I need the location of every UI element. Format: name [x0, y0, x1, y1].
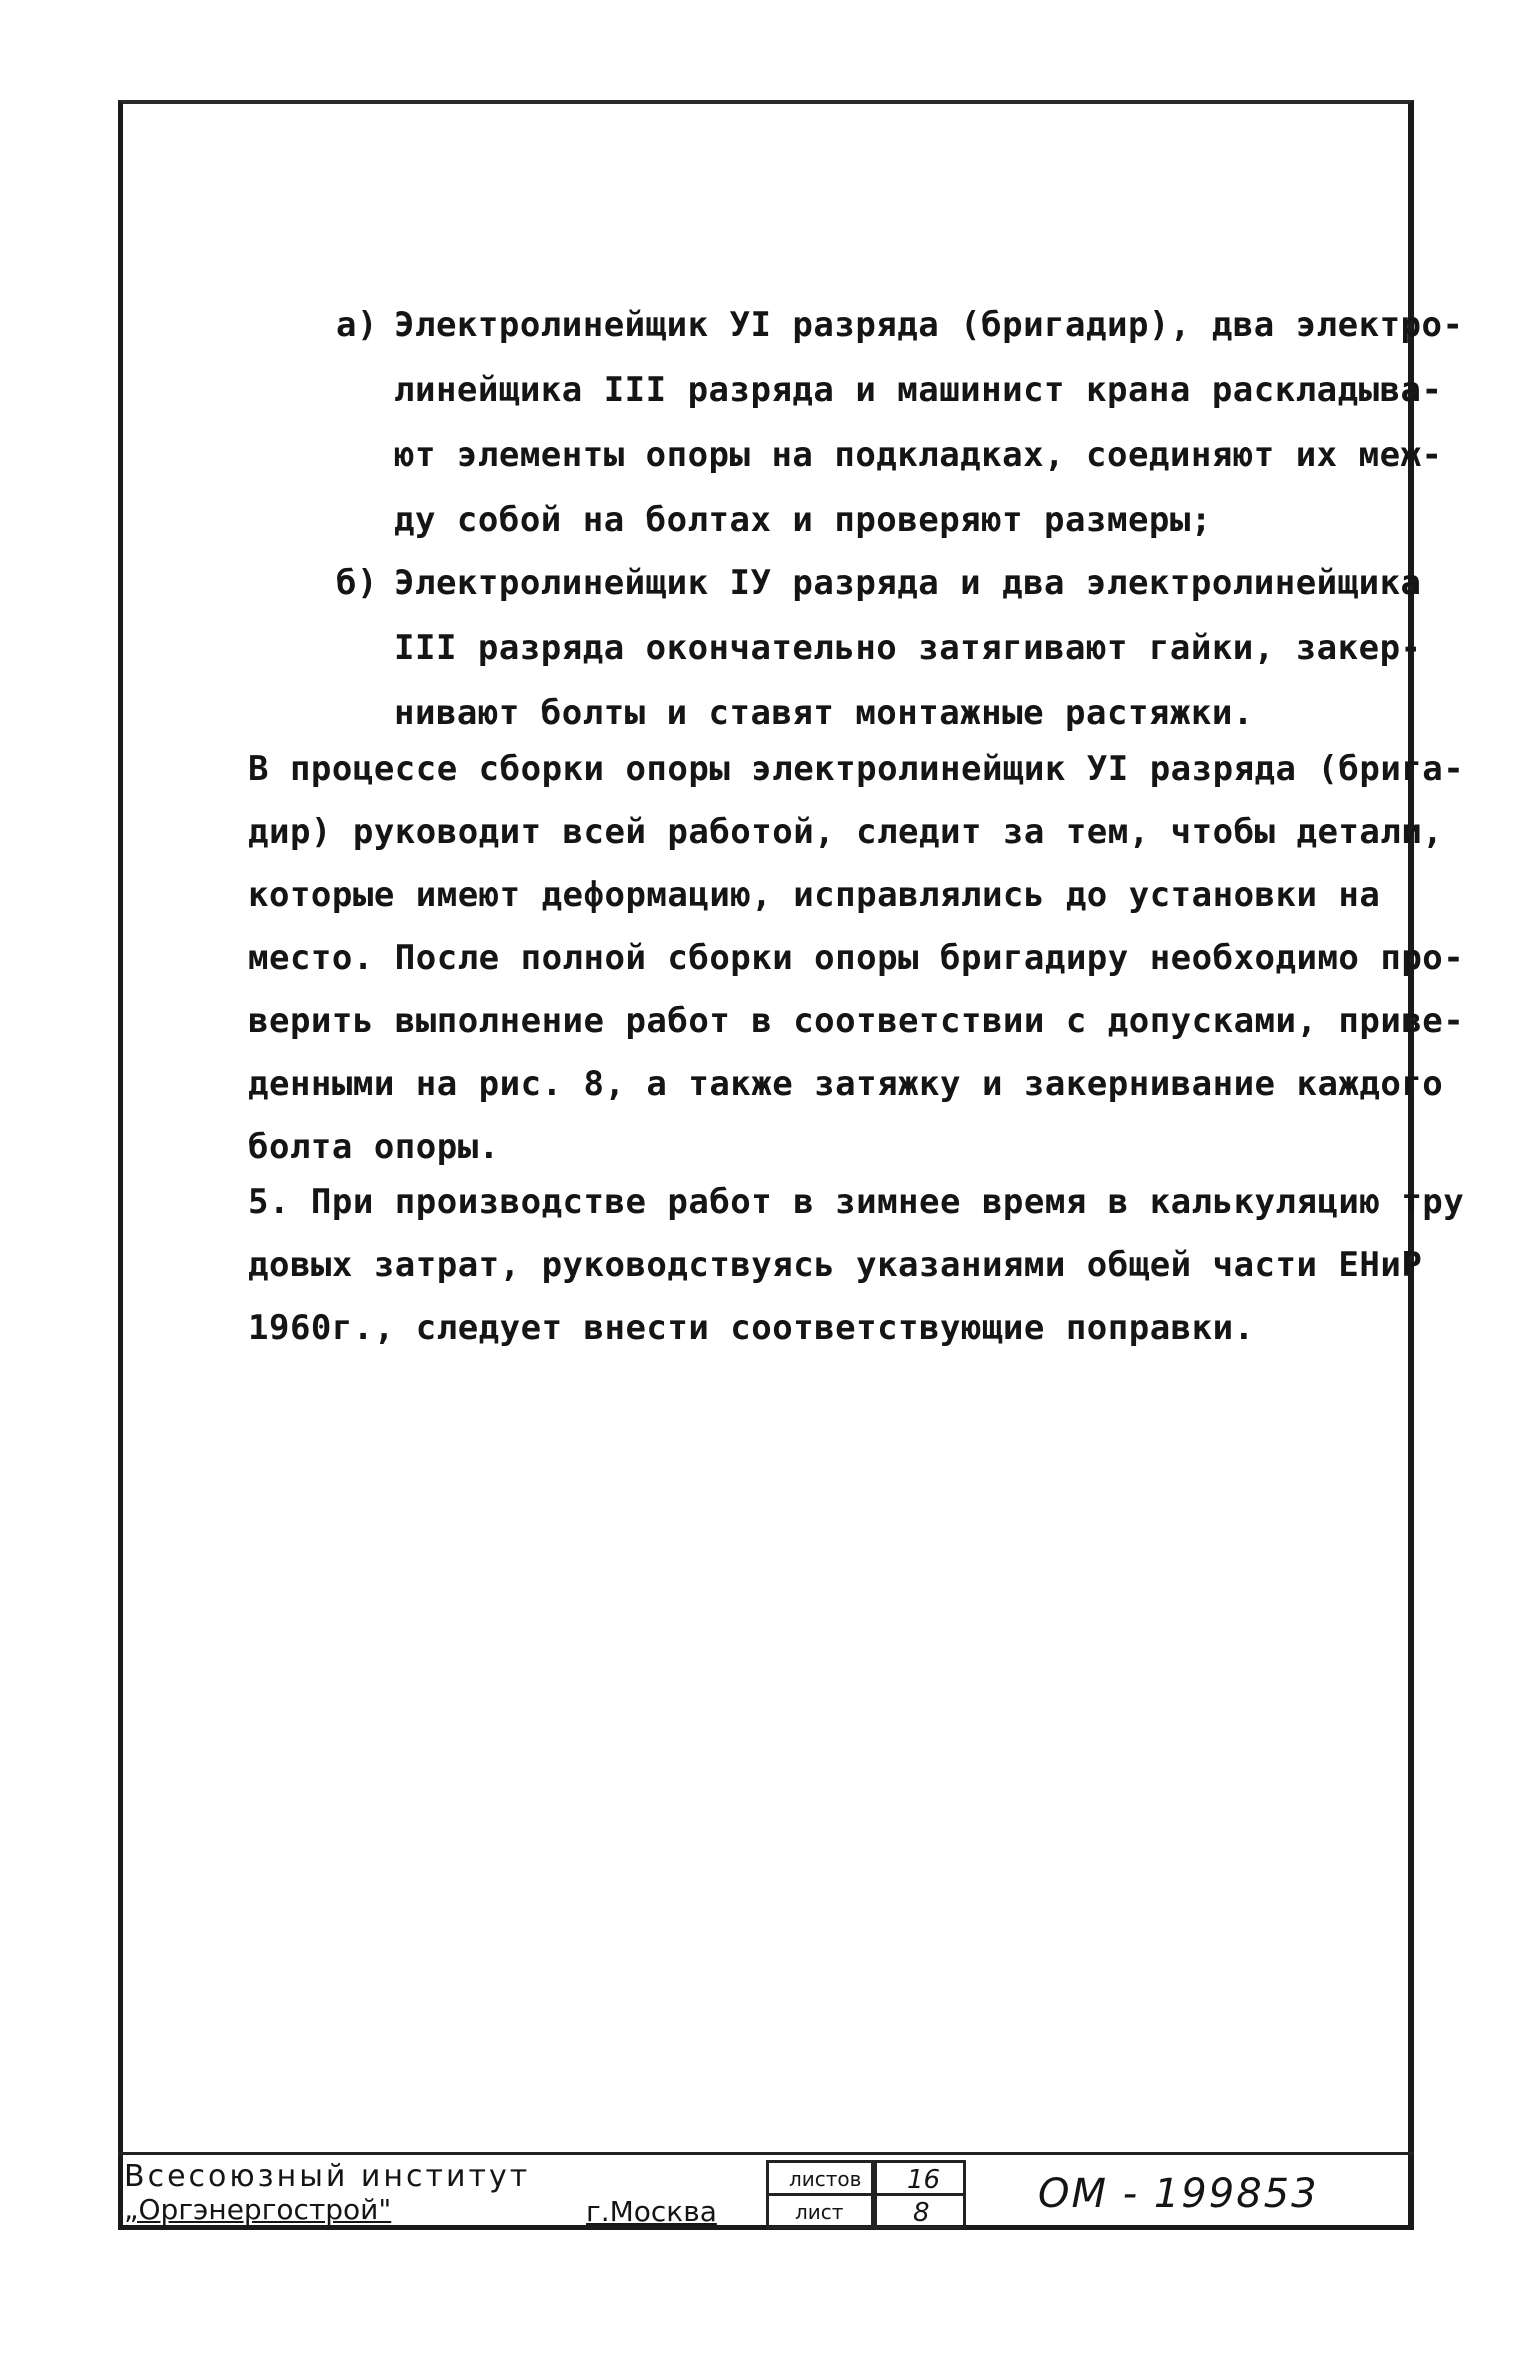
- list-item-b-line: нивают болты и ставят монтажные растяжки.: [394, 693, 1254, 733]
- paragraph-line: денными на рис. 8, а также затяжку и закернивание каждого: [248, 1064, 1444, 1104]
- list-marker-b: б): [336, 563, 378, 603]
- list-marker-a: а): [336, 305, 378, 345]
- paragraph-line: место. После полной сборки опоры бригадиру необходимо про-: [248, 938, 1465, 978]
- organization-subname: „Оргэнергострой": [124, 2193, 392, 2226]
- city-label: г.Москва: [586, 2195, 717, 2228]
- sheets-label: листов: [789, 2167, 862, 2191]
- paragraph-line: дир) руководит всей работой, следит за тем, чтобы детали,: [248, 812, 1444, 852]
- paragraph-line: болта опоры.: [248, 1127, 500, 1167]
- list-item-b-line: III разряда окончательно затягивают гайки, закер-: [394, 628, 1422, 668]
- list-item-a-line: ду собой на болтах и проверяют размеры;: [394, 500, 1212, 540]
- sheet-value-cell: [874, 2193, 966, 2229]
- sheet-number: 8: [913, 2198, 930, 2228]
- document-code: ОМ - 199853: [1038, 2171, 1319, 2217]
- list-item-a-line: Электролинейщик УI разряда (бригадир), два электро-: [394, 305, 1464, 345]
- paragraph-line: В процессе сборки опоры электролинейщик УI разряда (бригa-: [248, 749, 1465, 789]
- sheet-label: лист: [795, 2200, 844, 2224]
- sheets-value-cell: [874, 2160, 966, 2196]
- paragraph-line: 5. При производстве работ в зимнее время в калькуляцию тру: [248, 1182, 1465, 1222]
- organization-name: Всесоюзный институт: [124, 2159, 531, 2194]
- paragraph-line: 1960г., следует внести соответствующие поправки.: [248, 1308, 1255, 1348]
- paragraph-line: которые имеют деформацию, исправлялись до установки на: [248, 875, 1381, 915]
- list-item-b-line: Электролинейщик IУ разряда и два электролинейщика: [394, 563, 1422, 603]
- list-item-a-line: линейщика III разряда и машинист крана раскладыва-: [394, 370, 1443, 410]
- title-block-divider: [118, 2152, 1414, 2155]
- list-item-a-line: ют элементы опоры на подкладках, соединяют их меж-: [394, 435, 1443, 475]
- title-block: [118, 2152, 1414, 2230]
- paragraph-line: верить выполнение работ в соответствии с допусками, приве-: [248, 1001, 1465, 1041]
- sheets-label-cell: [766, 2160, 874, 2196]
- sheets-count: 16: [907, 2165, 941, 2195]
- sheet-label-cell: [766, 2193, 874, 2229]
- paragraph-line: довых затрат, руководствуясь указаниями общей части ЕНиР: [248, 1245, 1423, 1285]
